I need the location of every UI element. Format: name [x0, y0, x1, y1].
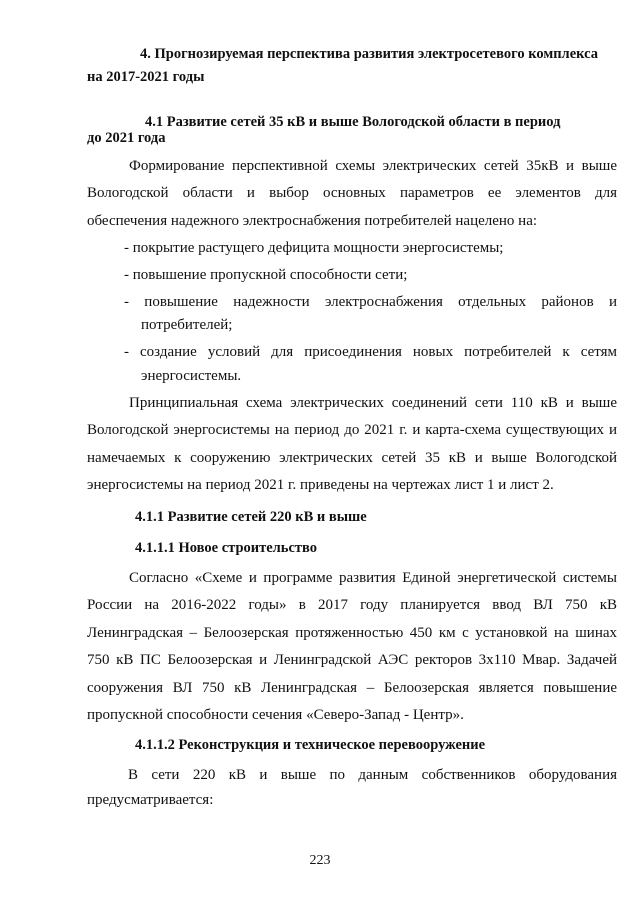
- bullet-item-3-line1: - повышение надежности электроснабжения отдельных районов и: [124, 294, 617, 310]
- reconstruction-paragraph-line2: предусматривается:: [87, 792, 214, 808]
- section-4-1-1-heading: 4.1.1 Развитие сетей 220 кВ и выше: [135, 509, 367, 525]
- new-construction-paragraph: Согласно «Схеме и программе развития Единой энергетической системы России на 2016-2022 годы» в 2017 году планируется ввод ВЛ 750 кВ Ленинградская – Белоозерская протяженностью 450 км с установкой на шинах 750 кВ ПС Белоозерская и Ленинградской АЭС ректоров 3х110 Мвар. Задачей сооружения ВЛ 750 кВ Ленинградская – Белоозерская является повышение пропускной способности сечения «Северо-Запад - Центр».: [87, 570, 617, 724]
- bullet-item-4-line1: - создание условий для присоединения новых потребителей к сетям: [124, 344, 617, 360]
- bullet-item-4-line2: энергосистемы.: [141, 368, 242, 384]
- bullet-item-2: - повышение пропускной способности сети;: [124, 267, 408, 283]
- principal-scheme-paragraph: Принципиальная схема электрических соединений сети 110 кВ и выше Вологодской энергосистемы на период до 2021 г. и карта-схема существующих и намечаемых к сооружению электрических сетей 35 кВ и выше Вологодской энергосистемы на период 2021 г. приведены на чертежах лист 1 и лист 2.: [87, 395, 617, 494]
- section-4-heading-line2: на 2017-2021 годы: [87, 69, 205, 85]
- section-4-heading-line1: 4. Прогнозируемая перспектива развития электросетевого комплекса: [140, 46, 598, 62]
- intro-paragraph: Формирование перспективной схемы электрических сетей 35кВ и выше Вологодской области и выбор основных параметров ее элементов для обеспечения надежного электроснабжения потребителей нацелено на:: [87, 158, 617, 229]
- reconstruction-paragraph-line1: В сети 220 кВ и выше по данным собственников оборудования: [128, 767, 617, 783]
- section-4-1-heading-line2: до 2021 года: [87, 130, 166, 146]
- bullet-item-1: - покрытие растущего дефицита мощности энергосистемы;: [124, 240, 504, 256]
- section-4-1-1-2-heading: 4.1.1.2 Реконструкция и техническое перевооружение: [135, 737, 486, 753]
- page-number: 223: [309, 853, 331, 868]
- section-4-1-heading-line1: 4.1 Развитие сетей 35 кВ и выше Вологодской области в период: [145, 114, 561, 130]
- section-4-1-1-1-heading: 4.1.1.1 Новое строительство: [135, 540, 318, 556]
- bullet-item-3-line2: потребителей;: [141, 317, 233, 333]
